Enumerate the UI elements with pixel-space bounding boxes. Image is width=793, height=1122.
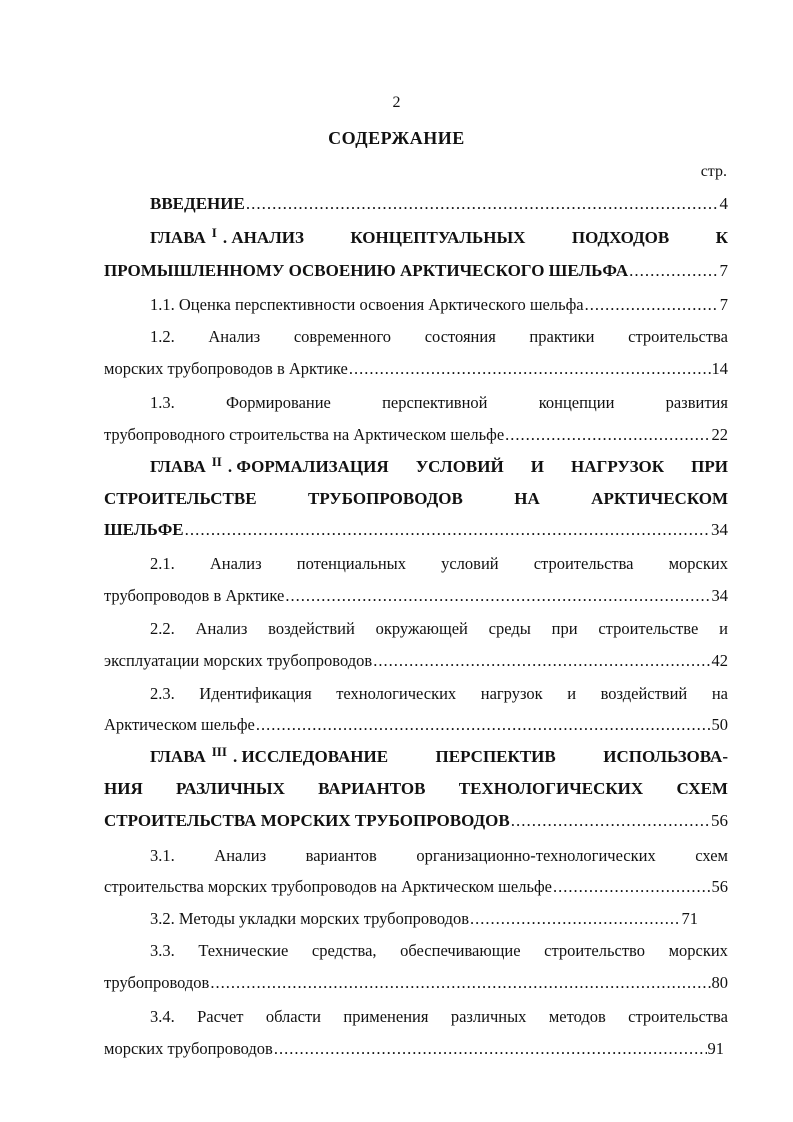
section-word: вариантов — [305, 846, 377, 865]
section-word: 2.2. — [150, 619, 175, 638]
dot-leader — [373, 650, 710, 672]
dot-leader — [511, 810, 710, 832]
section-word: состояния — [424, 327, 496, 346]
section-word: и — [719, 619, 728, 638]
section-3-1-label-cont: строительства морских трубопроводов на Арктическом шельфе — [104, 877, 552, 896]
section-word: среды — [488, 619, 531, 638]
chapter-2-word: СТРОИТЕЛЬСТВЕ — [104, 489, 257, 508]
chapter-3-roman: III — [211, 744, 227, 759]
section-word: на — [711, 684, 728, 703]
chapter-2-roman: II — [211, 454, 222, 469]
toc-section-3-1-line-2[interactable] — [104, 876, 728, 898]
section-word: и — [567, 684, 577, 703]
dot-leader — [274, 1038, 707, 1060]
chapter-2-word: НА — [514, 489, 540, 508]
section-word: строительства — [628, 1007, 728, 1026]
toc-section-2-1-line-1[interactable] — [150, 553, 728, 575]
dot-leader — [285, 585, 710, 607]
section-1-1-label: 1.1. Оценка перспективности освоения Арктического шельфа — [150, 295, 584, 314]
section-1-3-label-cont: трубопроводного строительства на Арктическом шельфе — [104, 425, 505, 444]
toc-chapter-1-line-2[interactable] — [104, 260, 728, 282]
section-word: Анализ — [214, 846, 267, 865]
dot-leader — [553, 876, 711, 898]
section-3-2-label: 3.2. Методы укладки морских трубопроводов — [150, 909, 470, 928]
chapter-3-title-cont: СТРОИТЕЛЬСТВА МОРСКИХ ТРУБОПРОВОДОВ — [104, 811, 510, 830]
section-3-2-page: 71 — [681, 909, 698, 928]
dot-leader — [185, 519, 710, 541]
section-word: области — [265, 1007, 321, 1026]
section-2-3-page: 50 — [711, 715, 728, 734]
section-word: технологических — [336, 684, 457, 703]
chapter-1-word: К — [715, 228, 728, 247]
section-word: 2.1. — [150, 554, 175, 573]
section-1-2-label-cont: морских трубопроводов в Арктике — [104, 359, 348, 378]
page-number: 2 — [392, 94, 401, 111]
section-word: Идентификация — [199, 684, 312, 703]
chapter-2-word: НАГРУЗОК — [571, 457, 665, 476]
section-1-3-page: 22 — [711, 425, 728, 444]
chapter-3-word: СХЕМ — [676, 779, 728, 798]
toc-chapter-2-line-3[interactable] — [104, 519, 728, 541]
section-word: воздействий — [268, 619, 355, 638]
section-3-4-page: 91 — [707, 1039, 724, 1058]
section-word: схем — [695, 846, 728, 865]
section-word: при — [551, 619, 578, 638]
dot-leader — [585, 294, 719, 316]
dot-leader — [470, 908, 680, 930]
section-word: строительства — [533, 554, 634, 573]
toc-section-3-3-line-2[interactable] — [104, 972, 728, 994]
chapter-3-word: ТЕХНОЛОГИЧЕСКИХ — [458, 779, 644, 798]
section-word: строительства — [628, 327, 728, 346]
section-word: нагрузок — [480, 684, 543, 703]
section-word: 1.2. — [150, 327, 175, 346]
toc-section-2-3-line-1[interactable] — [150, 683, 728, 705]
section-word: Анализ — [208, 327, 261, 346]
section-word: применения — [343, 1007, 429, 1026]
toc-section-1-3-line-1[interactable] — [150, 392, 728, 414]
section-word: потенциальных — [296, 554, 407, 573]
section-2-1-label-cont: трубопроводов в Арктике — [104, 586, 285, 605]
section-word: Формирование — [225, 393, 331, 412]
toc-section-1-2-line-2[interactable] — [104, 358, 728, 380]
dot-leader — [210, 972, 710, 994]
dot-leader — [256, 714, 711, 736]
chapter-1-word: КОНЦЕПТУАЛЬНЫХ — [350, 228, 526, 247]
toc-intro-page: 4 — [719, 194, 728, 213]
chapter-2-word: УСЛОВИЙ — [415, 457, 504, 476]
dot-leader — [349, 358, 711, 380]
section-word: перспективной — [382, 393, 488, 412]
chapter-2-word: . ФОРМАЛИЗАЦИЯ — [227, 457, 389, 476]
chapter-3-word: РАЗЛИЧНЫХ — [176, 779, 285, 798]
section-word: 3.4. — [150, 1007, 175, 1026]
section-word: строительство — [544, 941, 645, 960]
toc-section-3-4-line-2[interactable] — [104, 1038, 724, 1060]
chapter-2-word: АРКТИЧЕСКОМ — [591, 489, 728, 508]
dot-leader — [629, 260, 718, 282]
toc-intro-label: ВВЕДЕНИЕ — [150, 194, 245, 213]
section-word: 3.1. — [150, 846, 175, 865]
chapter-2-title-cont: ШЕЛЬФЕ — [104, 520, 184, 539]
section-word: Анализ — [195, 619, 248, 638]
section-word: морских — [668, 554, 728, 573]
toc-section-2-2-line-1[interactable] — [150, 618, 728, 640]
toc-chapter-2-line-1[interactable] — [150, 456, 728, 479]
section-word: концепции — [538, 393, 615, 412]
chapter-3-word: НИЯ — [104, 779, 143, 798]
section-word: воздействий — [600, 684, 688, 703]
chapter-1-word: ПОДХОДОВ — [571, 228, 670, 247]
toc-section-3-2[interactable] — [150, 908, 698, 930]
chapter-2-prefix: ГЛАВА — [150, 457, 206, 476]
section-word: развития — [665, 393, 728, 412]
toc-section-3-3-line-1[interactable] — [150, 940, 728, 962]
chapter-3-prefix: ГЛАВА — [150, 747, 206, 766]
section-3-3-label-cont: трубопроводов — [104, 973, 210, 992]
toc-section-3-4-line-1[interactable] — [150, 1006, 728, 1028]
section-word: окружающей — [375, 619, 468, 638]
section-3-3-page: 80 — [711, 973, 728, 992]
toc-intro[interactable] — [150, 193, 728, 215]
section-3-1-page: 56 — [711, 877, 728, 896]
chapter-1-prefix: ГЛАВА — [150, 228, 206, 247]
section-2-1-page: 34 — [711, 586, 728, 605]
section-word: Анализ — [209, 554, 262, 573]
chapter-3-word: ВАРИАНТОВ — [318, 779, 426, 798]
page-column-label: стр. — [700, 163, 727, 180]
page-title: СОДЕРЖАНИЕ — [328, 128, 465, 148]
section-word: морских — [668, 941, 728, 960]
toc-chapter-3-line-3[interactable] — [104, 810, 728, 832]
section-word: Расчет — [197, 1007, 244, 1026]
toc-section-2-3-line-2[interactable] — [104, 714, 728, 736]
toc-chapter-3-line-2[interactable] — [104, 778, 728, 800]
section-word: современного — [293, 327, 392, 346]
chapter-3-word: . ИССЛЕДОВАНИЕ — [232, 747, 389, 766]
toc-section-1-1[interactable] — [150, 294, 728, 316]
section-1-1-page: 7 — [719, 295, 728, 314]
chapter-3-word: ПЕРСПЕКТИВ — [435, 747, 556, 766]
toc-section-1-2-line-1[interactable] — [150, 326, 728, 348]
section-word: условий — [441, 554, 499, 573]
section-word: средства, — [311, 941, 377, 960]
chapter-1-roman: I — [211, 225, 217, 240]
section-word: организационно-технологических — [416, 846, 656, 865]
section-word: Технические — [198, 941, 289, 960]
section-word: 1.3. — [150, 393, 175, 412]
chapter-2-word: И — [530, 457, 544, 476]
chapter-2-page: 34 — [711, 520, 728, 539]
section-word: методов — [548, 1007, 606, 1026]
chapter-3-page: 56 — [711, 811, 728, 830]
chapter-1-title-cont: ПРОМЫШЛЕННОМУ ОСВОЕНИЮ АРКТИЧЕСКОГО ШЕЛЬФА — [104, 261, 629, 280]
section-word: обеспечивающие — [400, 941, 521, 960]
section-word: практики — [529, 327, 595, 346]
toc-section-1-3-line-2[interactable] — [104, 424, 728, 446]
section-word: 2.3. — [150, 684, 175, 703]
section-2-2-label-cont: эксплуатации морских трубопроводов — [104, 651, 373, 670]
chapter-3-word: ИСПОЛЬЗОВА- — [603, 747, 728, 766]
chapter-2-word: ТРУБОПРОВОДОВ — [308, 489, 463, 508]
section-word: строительстве — [598, 619, 699, 638]
chapter-2-word: ПРИ — [691, 457, 728, 476]
section-3-4-label-cont: морских трубопроводов — [104, 1039, 273, 1058]
chapter-1-page: 7 — [719, 261, 728, 280]
dot-leader — [505, 424, 710, 446]
section-2-3-label-cont: Арктическом шельфе — [104, 715, 255, 734]
chapter-1-word: . АНАЛИЗ — [222, 228, 304, 247]
toc-chapter-3-line-1[interactable] — [150, 746, 728, 769]
toc-chapter-1-line-1[interactable] — [150, 227, 728, 250]
section-word: различных — [450, 1007, 527, 1026]
section-1-2-page: 14 — [711, 359, 728, 378]
section-2-2-page: 42 — [711, 651, 728, 670]
dot-leader — [246, 193, 719, 215]
section-word: 3.3. — [150, 941, 175, 960]
toc-section-3-1-line-1[interactable] — [150, 845, 728, 867]
toc-section-2-1-line-2[interactable] — [104, 585, 728, 607]
toc-chapter-2-line-2[interactable] — [104, 488, 728, 510]
toc-section-2-2-line-2[interactable] — [104, 650, 728, 672]
